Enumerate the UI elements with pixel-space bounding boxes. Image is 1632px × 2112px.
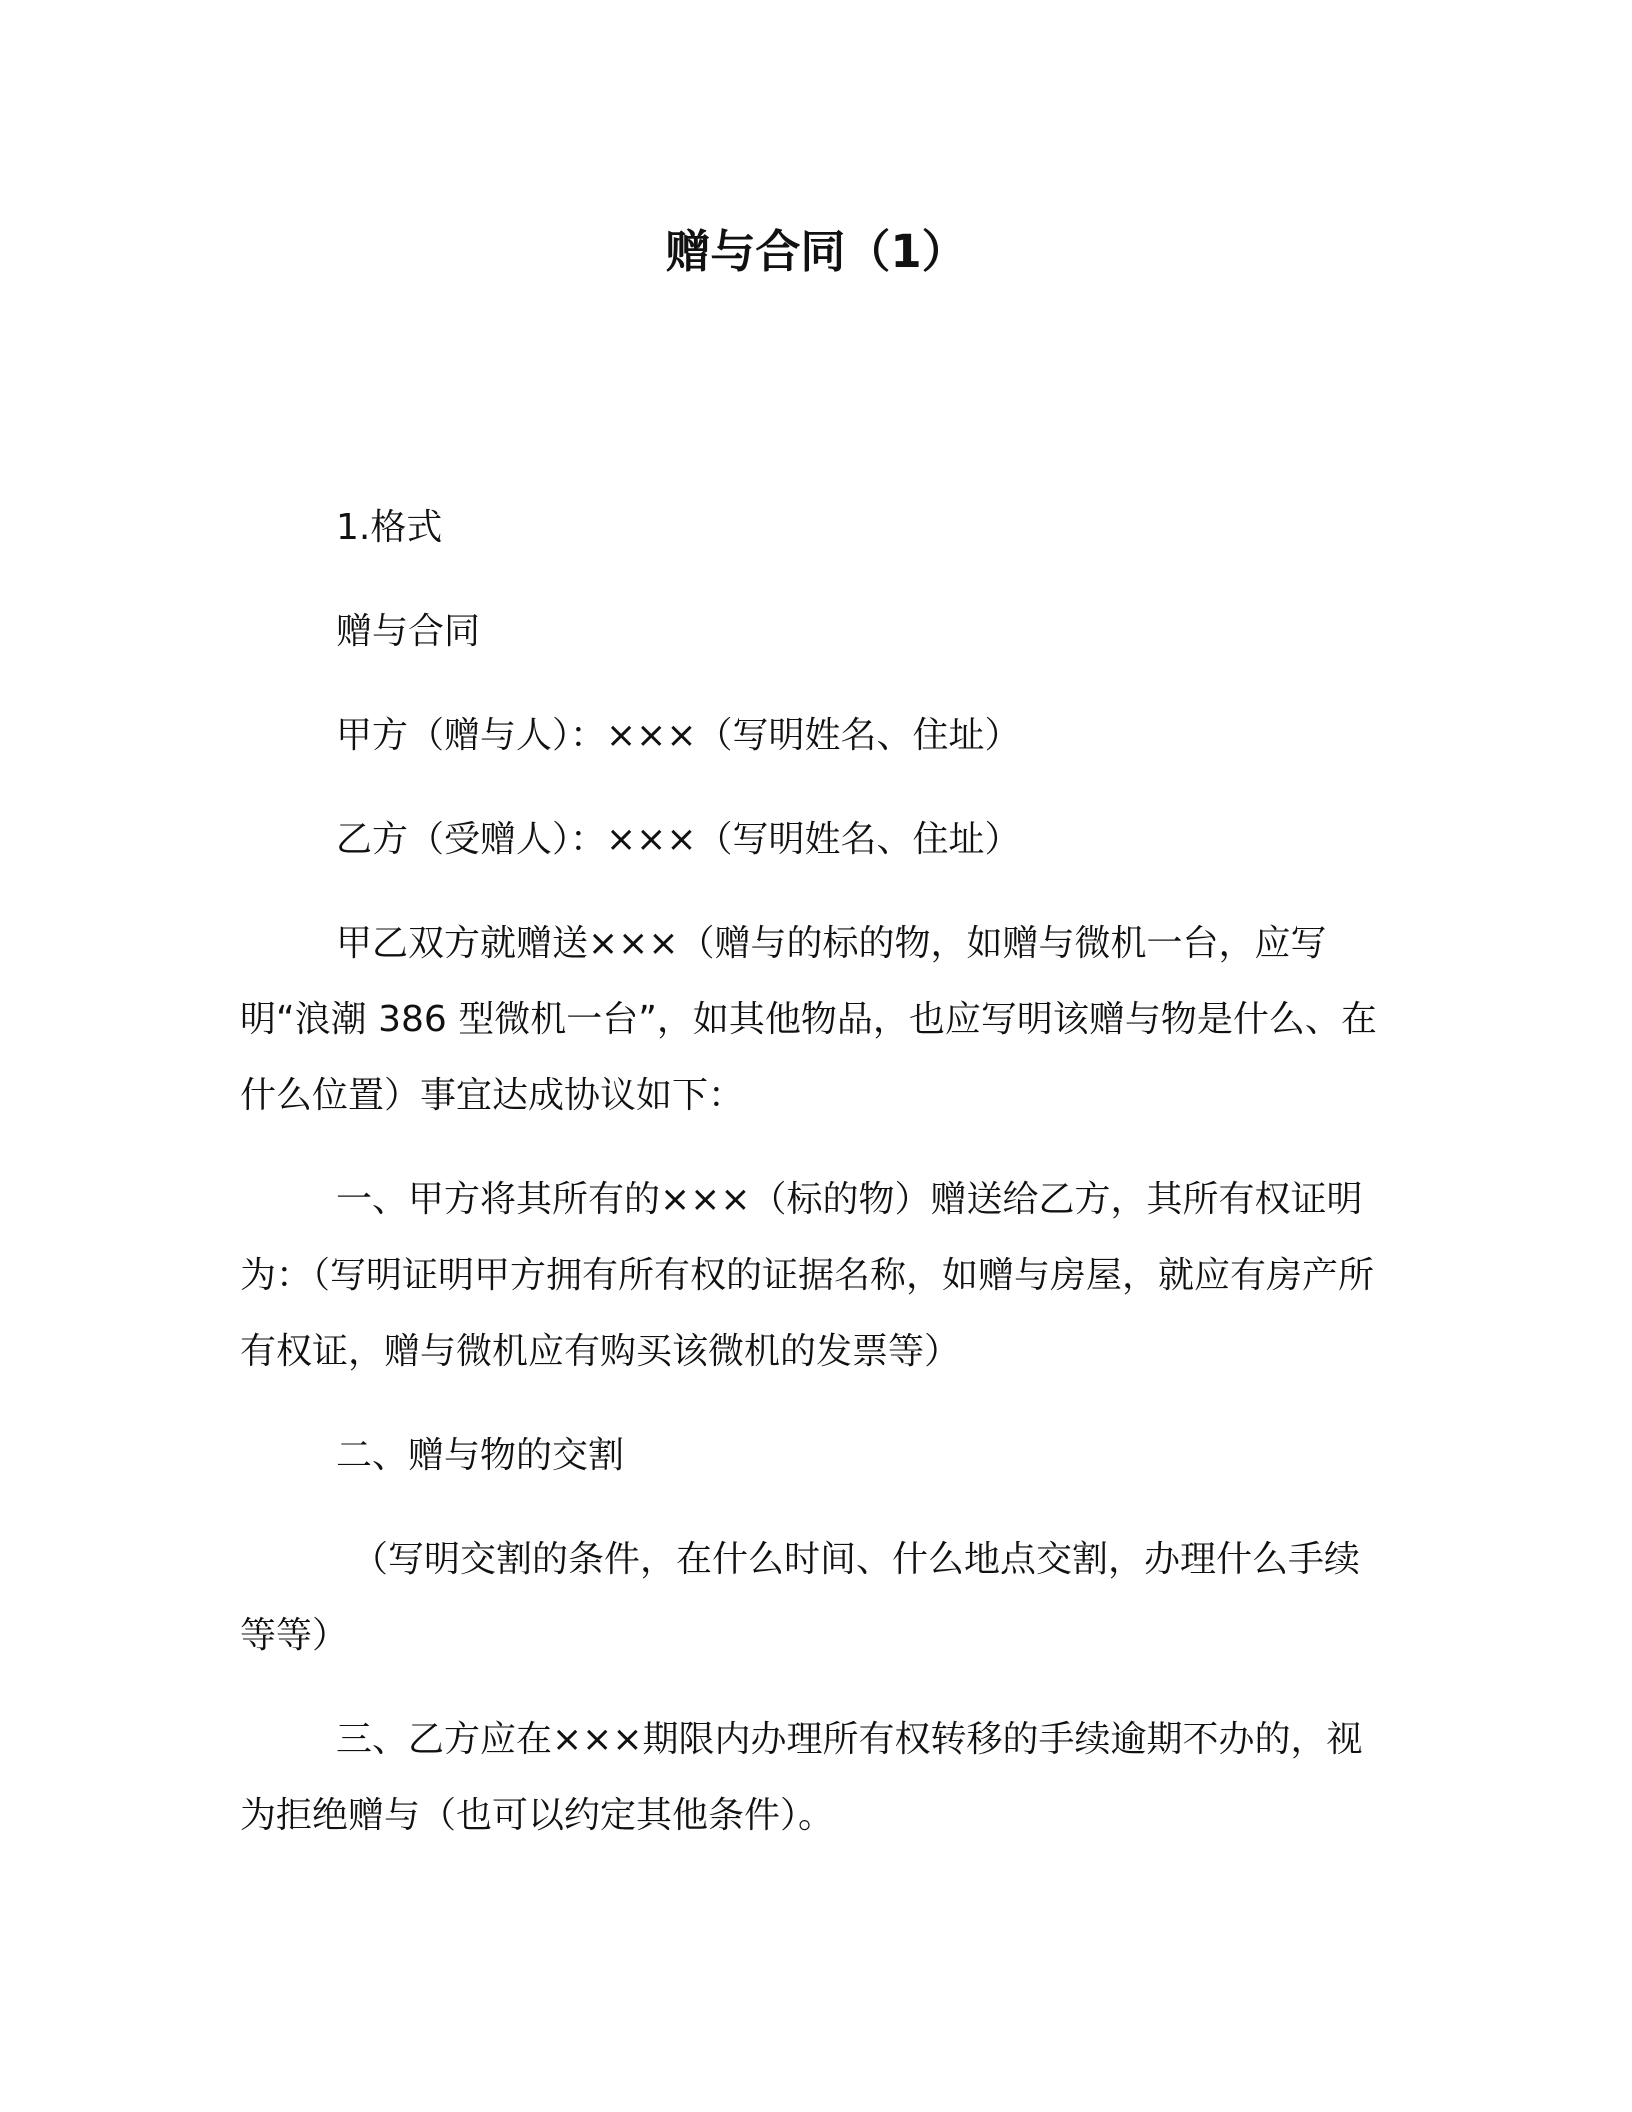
document-title: 赠与合同（1） (665, 225, 967, 278)
format-heading: 1.格式 (336, 507, 443, 548)
clause-one-paragraph: 一、甲方将其所有的×××（标的物）赠送给乙方，其所有权证明为：（写明证明甲方拥有所有权的证据名称，如赠与房屋，就应有房产所有权证，赠与微机应有购买该微机的发票等） (240, 1179, 1375, 1372)
document-body (240, 490, 1380, 1882)
party-b-line: 乙方（受赠人）：×××（写明姓名、住址） (336, 819, 1021, 860)
party-a-line: 甲方（赠与人）：×××（写明姓名、住址） (336, 715, 1021, 756)
agreement-intro-paragraph: 甲乙双方就赠送×××（赠与的标的物，如赠与微机一台，应写明“浪潮 386 型微机一台”，如其他物品，也应写明该赠与物是什么、在什么位置）事宜达成协议如下： (240, 923, 1377, 1116)
clause-two-body: （写明交割的条件，在什么时间、什么地点交割，办理什么手续等等） (240, 1539, 1361, 1656)
clause-three-paragraph: 三、乙方应在×××期限内办理所有权转移的手续逾期不办的，视为拒绝赠与（也可以约定其他条件）。 (240, 1719, 1363, 1836)
clause-two-heading: 二、赠与物的交割 (336, 1435, 625, 1476)
contract-name: 赠与合同 (336, 611, 481, 652)
